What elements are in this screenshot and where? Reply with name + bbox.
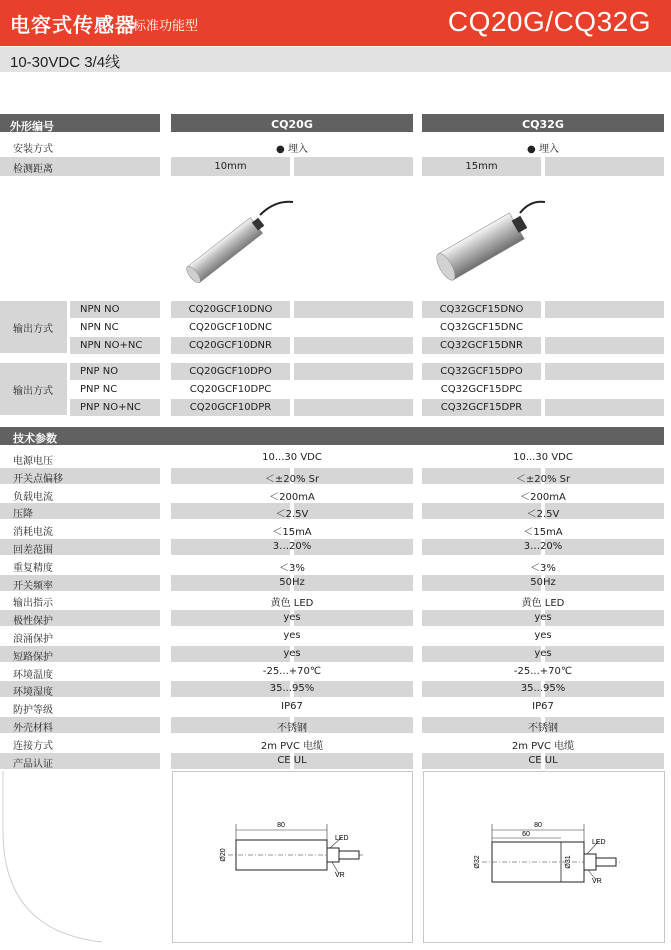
- spec-value-cq20g: 10...30 VDC: [262, 452, 322, 463]
- spec-value-cq32g: 不锈钢: [528, 723, 558, 734]
- spec-value-cq32g: 3…20%: [523, 541, 563, 552]
- tech-header: 技术参数: [0, 427, 664, 445]
- spec-value-cq20g: 35...95%: [269, 683, 315, 695]
- dim-length: 80: [277, 822, 285, 829]
- spec-label: 短路保护: [13, 651, 53, 663]
- output-type: PNP NO+NC: [80, 402, 141, 413]
- spec-value-cq32g: CE UL: [528, 754, 558, 766]
- spec-value-cq20g: 3…20%: [272, 541, 312, 552]
- spec-value-cq20g: -25...+70℃: [262, 665, 322, 677]
- spec-value-cq20g: 2m PVC 电缆: [260, 740, 324, 752]
- spec-value-cq20g: yes: [283, 630, 301, 641]
- svg-text:60: 60: [522, 831, 530, 838]
- spec-value-cq20g: 黄色 LED: [270, 598, 314, 610]
- spec-value-cq20g: IP67: [281, 701, 303, 713]
- spec-value-cq20g: 不锈钢: [277, 723, 307, 734]
- model-code-cq20g: CQ20GCF10DNR: [189, 340, 272, 351]
- model-code-cq20g: CQ20GCF10DPC: [189, 384, 272, 395]
- spec-value-cq32g: 2m PVC 电缆: [511, 740, 575, 752]
- spec-value-cq20g: ＜200mA: [269, 491, 315, 503]
- output-type: NPN NC: [80, 322, 119, 333]
- spec-value-cq20g: ＜±20% Sr: [264, 473, 320, 485]
- model-code-cq20g: CQ20GCF10DNC: [189, 322, 272, 333]
- cq20g-drawing: [172, 771, 413, 943]
- model-code-cq32g: CQ32GCF15DPR: [440, 402, 523, 413]
- spec-label: 压降: [13, 509, 33, 521]
- output-type: NPN NO+NC: [80, 340, 143, 351]
- mount-value-2: ● 埋入: [527, 144, 559, 155]
- spec-value-cq20g: ＜15mA: [272, 527, 312, 539]
- spec-value-cq32g: yes: [534, 612, 552, 624]
- spec-label: 连接方式: [13, 740, 53, 752]
- spec-value-cq20g: ＜2.5V: [275, 509, 309, 521]
- mount-value-1: ● 埋入: [276, 144, 308, 155]
- spec-label: 环境湿度: [13, 687, 53, 699]
- spec-value-cq32g: 10...30 VDC: [513, 452, 573, 463]
- svg-text:Ø32: Ø32: [474, 855, 481, 869]
- spec-value-cq32g: 黄色 LED: [521, 598, 565, 610]
- pnp-output-label: 输出方式: [13, 386, 53, 397]
- spec-bar: [0, 46, 671, 72]
- spec-value-cq32g: IP67: [532, 701, 554, 713]
- output-type: PNP NC: [80, 384, 118, 395]
- spec-value-cq20g: ＜3%: [279, 562, 305, 574]
- spec-value-cq32g: ＜3%: [530, 562, 556, 574]
- distance-label: 检测距离: [13, 164, 53, 175]
- spec-label: 消耗电流: [13, 527, 53, 539]
- header-models: CQ20G/CQ32G: [447, 6, 651, 37]
- header-title: 电容式传感器: [10, 13, 136, 37]
- cq32g-product-image: [420, 188, 570, 288]
- spec-value-cq20g: 50Hz: [279, 576, 305, 588]
- spec-label: 重复精度: [13, 562, 53, 574]
- npn-output-label: 输出方式: [13, 324, 53, 335]
- model-code-cq20g: CQ20GCF10DPO: [189, 366, 272, 377]
- model-code-cq32g: CQ32GCF15DNC: [440, 322, 523, 333]
- spec-label: 浪涌保护: [13, 634, 53, 645]
- spec-value-cq32g: ＜15mA: [523, 527, 563, 539]
- col2-header: CQ32G: [422, 114, 664, 132]
- model-code-cq20g: CQ20GCF10DPR: [189, 402, 272, 413]
- model-code-cq32g: CQ32GCF15DNO: [439, 304, 524, 315]
- svg-text:80: 80: [534, 822, 542, 829]
- spec-value-cq32g: ＜2.5V: [526, 509, 560, 521]
- model-code-cq32g: CQ32GCF15DNR: [440, 340, 523, 351]
- spec-label: 外壳材料: [13, 723, 53, 734]
- svg-text:VR: VR: [592, 878, 602, 885]
- led-label: LED: [335, 835, 349, 842]
- spec-label: 回差范围: [13, 545, 53, 556]
- page-header: [0, 0, 671, 46]
- spec-value-cq32g: 50Hz: [530, 576, 556, 588]
- output-type: PNP NO: [80, 366, 119, 377]
- shape-code-header: 外形编号: [0, 114, 160, 132]
- spec-label: 负载电流: [13, 491, 53, 503]
- spec-value-cq32g: yes: [534, 647, 552, 659]
- spec-value-cq20g: yes: [283, 612, 301, 624]
- spec-label: 开关点偏移: [13, 473, 63, 485]
- svg-text:LED: LED: [592, 839, 606, 846]
- spec-label: 环境温度: [13, 669, 53, 681]
- dim-diameter: Ø20: [220, 848, 227, 862]
- spec-value-cq32g: ＜200mA: [520, 491, 566, 503]
- spec-value-cq32g: yes: [534, 630, 552, 641]
- cq32g-drawing: [423, 771, 665, 943]
- spec-label: 极性保护: [13, 616, 53, 628]
- spec-label: 电源电压: [13, 456, 53, 467]
- output-type: NPN NO: [80, 304, 120, 315]
- spec-value-cq32g: ＜±20% Sr: [515, 473, 571, 485]
- mount-label: 安装方式: [13, 144, 53, 155]
- decorative-curve: [2, 771, 162, 943]
- col1-header: CQ20G: [171, 114, 413, 132]
- spec-value-cq32g: -25...+70℃: [513, 665, 573, 677]
- spec-value-cq32g: 35...95%: [520, 683, 566, 695]
- distance-value-2: 15mm: [465, 161, 498, 172]
- distance-value-1: 10mm: [214, 161, 247, 172]
- spec-text: 10-30VDC 3/4线: [10, 54, 121, 71]
- model-code-cq32g: CQ32GCF15DPC: [440, 384, 523, 395]
- spec-label: 开关频率: [13, 580, 53, 592]
- spec-label: 防护等级: [13, 705, 53, 717]
- model-code-cq20g: CQ20GCF10DNO: [188, 304, 273, 315]
- spec-value-cq20g: CE UL: [277, 754, 307, 766]
- svg-text:Ø31: Ø31: [565, 855, 572, 869]
- cq20g-product-image: [175, 190, 325, 290]
- spec-label: 输出指示: [13, 598, 53, 610]
- vr-label: VR: [335, 872, 345, 879]
- header-subtitle: 标准功能型: [133, 19, 199, 34]
- model-code-cq32g: CQ32GCF15DPO: [440, 366, 523, 377]
- spec-label: 产品认证: [13, 758, 53, 770]
- spec-value-cq20g: yes: [283, 647, 301, 659]
